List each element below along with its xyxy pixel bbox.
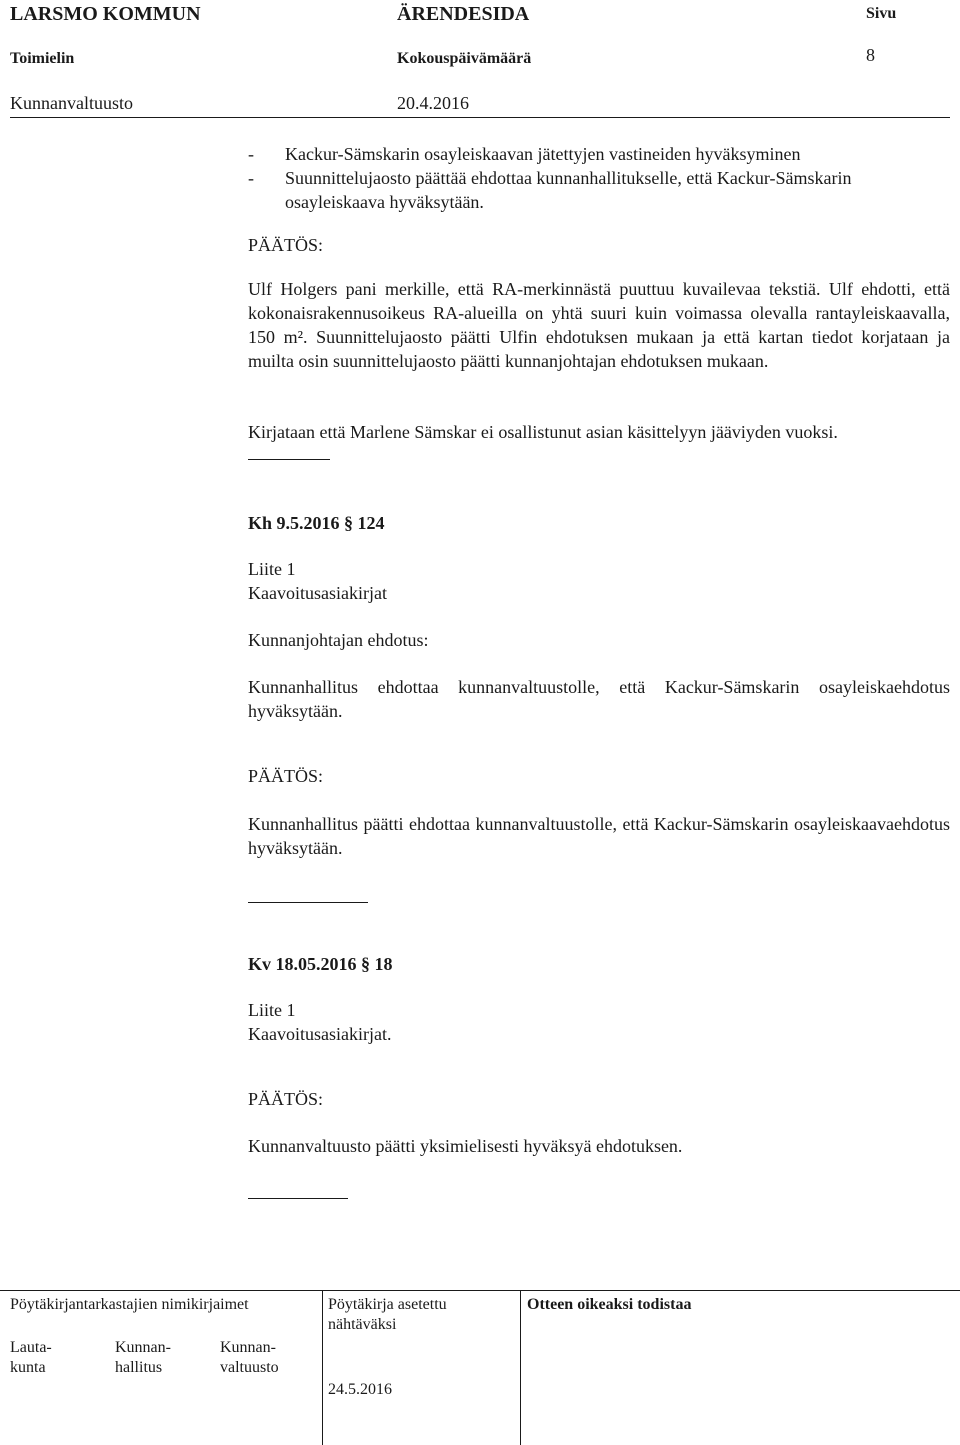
page-label: Sivu — [866, 5, 897, 22]
footer-column-divider — [520, 1290, 521, 1445]
footer-top-border — [0, 1290, 960, 1291]
body-label: Toimielin — [10, 50, 75, 67]
section-separator — [248, 459, 330, 460]
attachment-label: Liite 1 — [248, 559, 296, 579]
recusal-note: Kirjataan että Marlene Sämskar ei osallistunut asian käsittelyyn jääviyden vuoksi. — [248, 422, 838, 442]
attachment-name: Kaavoitusasiakirjat — [248, 583, 387, 603]
signature-label: Lauta- — [10, 1339, 52, 1356]
signature-label: Kunnan- — [220, 1339, 276, 1356]
attachment-label: Liite 1 — [248, 1000, 296, 1020]
list-item: Suunnittelujaosto päättää ehdottaa kunnanhallitukselle, että Kackur-Sämskarin — [285, 168, 852, 188]
decision-heading: PÄÄTÖS: — [248, 1089, 324, 1109]
posted-label — [328, 1295, 447, 1335]
signature-col-board — [10, 1338, 52, 1378]
section-heading: Kh 9.5.2016 § 124 — [248, 513, 385, 533]
signatures-heading: Pöytäkirjantarkastajien nimikirjaimet — [10, 1296, 249, 1313]
document-type-title: ÄRENDESIDA — [397, 3, 530, 25]
meeting-date-label: Kokouspäivämäärä — [397, 50, 532, 67]
proposal-heading: Kunnanjohtajan ehdotus: — [248, 630, 429, 650]
signature-label: valtuusto — [220, 1359, 279, 1376]
signature-col-executive — [115, 1338, 171, 1378]
signature-label: kunta — [10, 1359, 46, 1376]
list-item: Kackur-Sämskarin osayleiskaavan jätettyjen vastineiden hyväksyminen — [285, 144, 801, 164]
decision-text: Kunnanhallitus päätti ehdottaa kunnanvaltuustolle, että Kackur-Sämskarin osayleiskaavaehdotus hyväksytään. — [248, 814, 950, 858]
bullet-dash: - — [248, 168, 254, 188]
signature-col-council — [220, 1338, 279, 1378]
signature-footer — [0, 1290, 960, 1445]
decision-text: Kunnanvaltuusto päätti yksimielisesti hyväksyä ehdotuksen. — [248, 1136, 683, 1156]
section-separator — [248, 1198, 348, 1199]
bullet-dash: - — [248, 144, 254, 164]
list-item-continuation: osayleiskaava hyväksytään. — [285, 192, 484, 212]
footer-column-divider — [322, 1290, 323, 1445]
decision-heading: PÄÄTÖS: — [248, 235, 324, 255]
signature-label: hallitus — [115, 1359, 163, 1376]
decision-heading: PÄÄTÖS: — [248, 766, 324, 786]
header-divider — [10, 117, 950, 118]
body-value: Kunnanvaltuusto — [10, 93, 133, 113]
proposal-text: Kunnanhallitus ehdottaa kunnanvaltuustolle, että Kackur-Sämskarin osayleiskaehdotus hyväksytään. — [248, 677, 950, 721]
attachment-name: Kaavoitusasiakirjat. — [248, 1024, 392, 1044]
decision-text: Ulf Holgers pani merkille, että RA-merkinnästä puuttuu kuvailevaa tekstiä. Ulf ehdotti, että kokonaisrakennusoikeus RA-alueilla on yhtä suuri kuin voimassa olevalla rantayleiskaavalla, 150 m². Suunnittelujaosto päätti Ulfin ehdotuksen mukaan ja että kartan tiedot korjataan ja muilta osin suunnittelujaosto päätti kunnanjohtajan ehdotuksen mukaan. — [248, 279, 950, 371]
certification-label: Otteen oikeaksi todistaa — [527, 1296, 692, 1313]
posted-label-line: nähtäväksi — [328, 1316, 397, 1333]
meeting-date-value: 20.4.2016 — [397, 93, 469, 113]
section-separator — [248, 902, 368, 903]
posted-label-line: Pöytäkirja asetettu — [328, 1296, 447, 1313]
signature-label: Kunnan- — [115, 1339, 171, 1356]
section-heading: Kv 18.05.2016 § 18 — [248, 954, 393, 974]
page-number: 8 — [866, 45, 875, 65]
posted-date: 24.5.2016 — [328, 1381, 392, 1398]
municipality-name: LARSMO KOMMUN — [10, 3, 201, 25]
